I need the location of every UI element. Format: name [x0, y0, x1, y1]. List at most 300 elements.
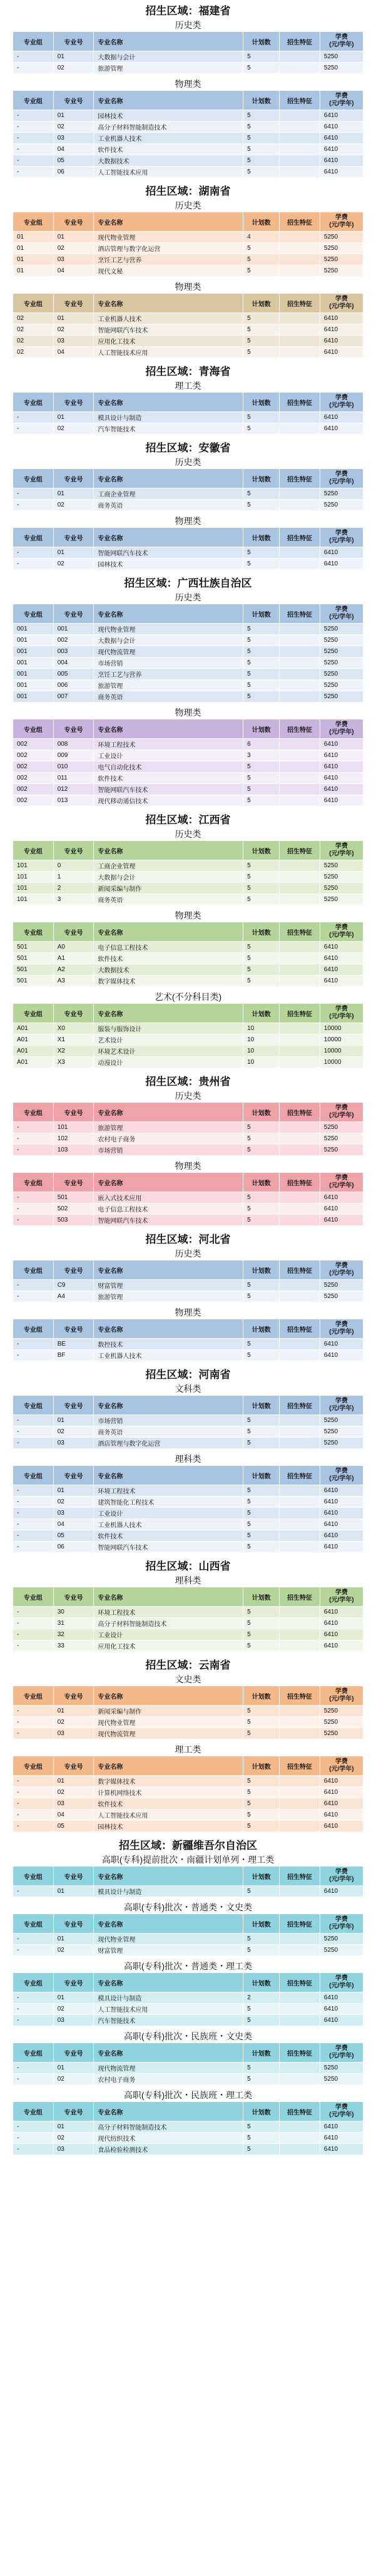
cell-feature	[280, 324, 320, 336]
header-col-fee: 学费 (元/学年)	[320, 1319, 363, 1339]
cell-plan: 5	[243, 347, 280, 358]
cell-feature	[280, 1810, 320, 1821]
cell-major: 电子信息工程技术	[94, 942, 243, 953]
plan-section	[13, 1743, 363, 1832]
cell-fee: 6410	[320, 1542, 363, 1553]
header-col-fee: 学费 (元/学年)	[320, 1587, 363, 1607]
table-row	[13, 1934, 363, 1945]
cell-major: 软件技术	[94, 144, 243, 155]
cell-fee: 5250	[320, 265, 363, 277]
cell-code: 06	[53, 1542, 94, 1553]
plan-table	[13, 1587, 363, 1652]
cell-plan: 5	[243, 1728, 280, 1739]
table-row	[13, 2063, 363, 2074]
cell-major: 动漫设计	[94, 1057, 243, 1068]
cell-group: -	[13, 488, 54, 500]
header-col-feature: 招生特征	[280, 2102, 320, 2121]
cell-fee: 5250	[320, 646, 363, 657]
cell-code: 005	[53, 669, 94, 680]
header-col-fee: 学费 (元/学年)	[320, 294, 363, 313]
cell-major: 大数据技术	[94, 155, 243, 167]
plan-section	[13, 199, 363, 277]
plan-table	[13, 1395, 363, 1449]
cell-major: 环境工程技术	[94, 1607, 243, 1618]
cell-group: -	[13, 1203, 54, 1215]
cell-fee: 5250	[320, 635, 363, 646]
cell-code: X0	[53, 1023, 94, 1034]
cell-feature	[280, 1618, 320, 1629]
cell-fee: 6410	[320, 2144, 363, 2155]
cell-code: 2	[53, 883, 94, 894]
cell-major: 现代物业管理	[94, 1934, 243, 1945]
cell-group: -	[13, 2121, 54, 2133]
cell-code: 010	[53, 761, 94, 773]
table-header-row	[13, 32, 363, 51]
cell-feature	[280, 1023, 320, 1034]
plan-table	[13, 1465, 363, 1553]
cell-major: 工业机器人技术	[94, 1350, 243, 1361]
cell-feature	[280, 1280, 320, 1291]
cell-plan: 10	[243, 1057, 280, 1068]
cell-fee: 6410	[320, 324, 363, 336]
cell-code: A1	[53, 953, 94, 964]
header-col-feature: 招生特征	[280, 212, 320, 232]
table-header-row	[13, 1396, 363, 1415]
plan-section	[13, 515, 363, 570]
header-col-fee: 学费 (元/学年)	[320, 32, 363, 51]
cell-feature	[280, 669, 320, 680]
cell-group: 02	[13, 313, 54, 324]
header-col-plan: 计划数	[243, 1319, 280, 1339]
plan-table	[13, 1260, 363, 1302]
header-col-fee: 学费 (元/学年)	[320, 393, 363, 412]
cell-plan: 5	[243, 1787, 280, 1798]
cell-code: 004	[53, 657, 94, 669]
region-title: 招生区域：河南省	[145, 1369, 231, 1381]
header-col-major: 专业名称	[94, 2043, 243, 2063]
plan-section	[13, 1306, 363, 1361]
table-header-row	[13, 294, 363, 313]
table-row	[13, 1350, 363, 1361]
cell-feature	[280, 942, 320, 953]
cell-plan: 5	[243, 1426, 280, 1438]
cell-major: 数字媒体技术	[94, 1776, 243, 1787]
cell-feature	[280, 265, 320, 277]
cell-feature	[280, 412, 320, 423]
table-row	[13, 669, 363, 680]
cell-major: 软件技术	[94, 953, 243, 964]
cell-group: -	[13, 1886, 54, 1897]
header-col-major: 专业名称	[94, 1396, 243, 1415]
table-header-row	[13, 1867, 363, 1886]
cell-feature	[280, 547, 320, 559]
cell-major: 高分子材料智能制造技术	[94, 2121, 243, 2133]
cell-fee: 5250	[320, 1280, 363, 1291]
cell-code: 02	[53, 2074, 94, 2085]
table-header-row	[13, 1103, 363, 1122]
cell-fee: 6410	[320, 953, 363, 964]
header-col-code: 专业号	[53, 1173, 94, 1192]
category-title: 历史类	[175, 829, 201, 839]
header-col-feature: 招生特征	[280, 32, 320, 51]
cell-code: 03	[53, 1438, 94, 1449]
cell-fee: 5250	[320, 1717, 363, 1728]
cell-plan: 5	[243, 795, 280, 806]
cell-major: 环境工程技术	[94, 1485, 243, 1497]
cell-group: 001	[13, 646, 54, 657]
header-col-fee: 学费 (元/学年)	[320, 1103, 363, 1122]
cell-feature	[280, 1291, 320, 1302]
cell-major: 旅游管理	[94, 1122, 243, 1133]
header-col-code: 专业号	[53, 393, 94, 412]
header-col-major: 专业名称	[94, 1319, 243, 1339]
table-header-row	[13, 719, 363, 739]
category-title: 物理类	[175, 1161, 201, 1171]
cell-fee: 5250	[320, 883, 363, 894]
cell-plan: 5	[243, 2004, 280, 2015]
cell-fee: 6410	[320, 1776, 363, 1787]
cell-code: 02	[53, 2004, 94, 2015]
cell-code: 04	[53, 265, 94, 277]
cell-group: 501	[13, 953, 54, 964]
table-header-row	[13, 212, 363, 232]
cell-feature	[280, 2121, 320, 2133]
cell-feature	[280, 51, 320, 63]
cell-fee: 5250	[320, 1945, 363, 1956]
cell-plan: 5	[243, 669, 280, 680]
cell-code: 02	[53, 1426, 94, 1438]
header-col-code: 专业号	[53, 719, 94, 739]
cell-fee: 6410	[320, 784, 363, 795]
cell-feature	[280, 347, 320, 358]
cell-plan: 5	[243, 784, 280, 795]
header-col-major: 专业名称	[94, 2102, 243, 2121]
category-title: 历史类	[175, 592, 201, 602]
category-title: 历史类	[175, 1091, 201, 1101]
cell-plan: 5	[243, 964, 280, 976]
cell-plan: 5	[243, 872, 280, 883]
cell-code: A0	[53, 942, 94, 953]
cell-feature	[280, 1485, 320, 1497]
plan-section	[13, 281, 363, 358]
cell-major: 数字媒体技术	[94, 976, 243, 987]
cell-fee: 6410	[320, 976, 363, 987]
header-col-plan: 计划数	[243, 1867, 280, 1886]
cell-code: X3	[53, 1057, 94, 1068]
cell-fee: 5250	[320, 1291, 363, 1302]
cell-major: 大数据与会计	[94, 872, 243, 883]
cell-plan: 5	[243, 1350, 280, 1361]
cell-major: 新闻采编与制作	[94, 883, 243, 894]
cell-code: 01	[53, 412, 94, 423]
cell-fee: 10000	[320, 1046, 363, 1057]
cell-plan: 5	[243, 1776, 280, 1787]
cell-feature	[280, 1728, 320, 1739]
table-row	[13, 1530, 363, 1542]
header-col-major: 专业名称	[94, 1004, 243, 1023]
plan-section	[13, 991, 363, 1068]
cell-plan: 5	[243, 1607, 280, 1618]
cell-code: 02	[53, 1945, 94, 1956]
cell-code: 02	[53, 1497, 94, 1508]
cell-plan: 5	[243, 1497, 280, 1508]
header-col-fee: 学费 (元/学年)	[320, 212, 363, 232]
cell-group: -	[13, 1438, 54, 1449]
cell-feature	[280, 1641, 320, 1652]
cell-group: 101	[13, 860, 54, 872]
category-title: 物理类	[175, 910, 201, 920]
table-header-row	[13, 1587, 363, 1607]
cell-major: 工业设计	[94, 1629, 243, 1641]
plan-table	[13, 1866, 363, 1897]
cell-major: 工业机器人技术	[94, 313, 243, 324]
plan-section	[13, 1160, 363, 1226]
cell-fee: 6410	[320, 110, 363, 121]
cell-group: -	[13, 1717, 54, 1728]
category-title: 高职(专科)批次・民族班・文史类	[123, 2031, 253, 2041]
cell-fee: 6410	[320, 1821, 363, 1832]
table-row	[13, 313, 363, 324]
plan-section	[13, 1247, 363, 1302]
cell-group: -	[13, 2133, 54, 2144]
table-header-row	[13, 1260, 363, 1280]
cell-code: 002	[53, 635, 94, 646]
cell-feature	[280, 336, 320, 347]
cell-feature	[280, 1057, 320, 1068]
cell-fee: 6410	[320, 1339, 363, 1350]
table-row	[13, 63, 363, 74]
header-col-group: 专业组	[13, 1686, 54, 1706]
cell-plan: 5	[243, 254, 280, 265]
cell-plan: 5	[243, 133, 280, 144]
cell-group: 01	[13, 243, 54, 254]
header-col-fee: 学费 (元/学年)	[320, 2102, 363, 2121]
cell-feature	[280, 243, 320, 254]
plan-section	[13, 2089, 363, 2155]
cell-feature	[280, 1426, 320, 1438]
cell-major: 工商企业管理	[94, 488, 243, 500]
cell-plan: 5	[243, 942, 280, 953]
cell-major: 环境艺术设计	[94, 1046, 243, 1057]
header-col-plan: 计划数	[243, 841, 280, 860]
table-row	[13, 739, 363, 750]
cell-code: A4	[53, 1291, 94, 1302]
cell-major: 农村电子商务	[94, 1133, 243, 1145]
cell-code: 01	[53, 51, 94, 63]
table-row	[13, 691, 363, 703]
cell-group: 02	[13, 324, 54, 336]
table-header-row	[13, 1686, 363, 1706]
table-row	[13, 51, 363, 63]
cell-plan: 5	[243, 412, 280, 423]
cell-feature	[280, 2144, 320, 2155]
cell-fee: 6410	[320, 1607, 363, 1618]
cell-major: 数控技术	[94, 1339, 243, 1350]
header-col-plan: 计划数	[243, 1686, 280, 1706]
table-row	[13, 1023, 363, 1034]
header-col-fee: 学费 (元/学年)	[320, 91, 363, 110]
cell-code: 05	[53, 1530, 94, 1542]
cell-fee: 5250	[320, 51, 363, 63]
cell-major: 服装与服饰设计	[94, 1023, 243, 1034]
cell-major: 智能网联汽车技术	[94, 1542, 243, 1553]
table-row	[13, 133, 363, 144]
table-row	[13, 144, 363, 155]
table-row	[13, 121, 363, 133]
table-row	[13, 784, 363, 795]
cell-code: 01	[53, 1776, 94, 1787]
cell-plan: 5	[243, 167, 280, 178]
cell-plan: 5	[243, 423, 280, 435]
table-row	[13, 1122, 363, 1133]
cell-major: 商务英语	[94, 1426, 243, 1438]
plan-table	[13, 1172, 363, 1226]
cell-fee: 6410	[320, 739, 363, 750]
header-col-feature: 招生特征	[280, 1004, 320, 1023]
cell-major: 现代移动通信技术	[94, 795, 243, 806]
cell-plan: 5	[243, 1438, 280, 1449]
header-col-code: 专业号	[53, 1319, 94, 1339]
table-header-row	[13, 922, 363, 942]
cell-major: 商务英语	[94, 500, 243, 511]
cell-major: 高分子材料智能制造技术	[94, 121, 243, 133]
cell-fee: 6410	[320, 155, 363, 167]
cell-feature	[280, 964, 320, 976]
header-col-plan: 计划数	[243, 1587, 280, 1607]
cell-major: 现代物业管理	[94, 232, 243, 243]
cell-group: 01	[13, 265, 54, 277]
cell-feature	[280, 155, 320, 167]
cell-major: 旅游管理	[94, 1291, 243, 1302]
table-row	[13, 110, 363, 121]
cell-major: 电子信息工程技术	[94, 1203, 243, 1215]
header-col-code: 专业号	[53, 1587, 94, 1607]
category-title: 高职(专科)提前批次・南疆计划单列・理工类	[101, 1855, 275, 1865]
header-col-fee: 学费 (元/学年)	[320, 2043, 363, 2063]
cell-fee: 6410	[320, 547, 363, 559]
plan-table	[13, 31, 363, 74]
cell-group: -	[13, 167, 54, 178]
cell-fee: 5250	[320, 1728, 363, 1739]
cell-major: 高分子材料智能制造技术	[94, 1618, 243, 1629]
cell-fee: 6410	[320, 1641, 363, 1652]
cell-major: 旅游管理	[94, 680, 243, 691]
cell-group: -	[13, 1122, 54, 1133]
table-row	[13, 1415, 363, 1426]
cell-plan: 5	[243, 657, 280, 669]
cell-plan: 5	[243, 1886, 280, 1897]
cell-plan: 10	[243, 1034, 280, 1046]
header-col-feature: 招生特征	[280, 2043, 320, 2063]
cell-plan: 10	[243, 1023, 280, 1034]
cell-code: 01	[53, 488, 94, 500]
table-header-row	[13, 528, 363, 547]
header-col-major: 专业名称	[94, 1260, 243, 1280]
cell-plan: 5	[243, 1291, 280, 1302]
cell-major: 园林技术	[94, 1821, 243, 1832]
cell-group: -	[13, 1339, 54, 1350]
cell-feature	[280, 2074, 320, 2085]
header-col-fee: 学费 (元/学年)	[320, 1173, 363, 1192]
table-row	[13, 1145, 363, 1156]
cell-feature	[280, 1992, 320, 2004]
cell-code: 02	[53, 423, 94, 435]
table-header-row	[13, 393, 363, 412]
header-col-group: 专业组	[13, 294, 54, 313]
header-col-code: 专业号	[53, 294, 94, 313]
cell-code: 03	[53, 1728, 94, 1739]
cell-plan: 5	[243, 894, 280, 905]
cell-group: 101	[13, 883, 54, 894]
table-row	[13, 155, 363, 167]
cell-code: BE	[53, 1339, 94, 1350]
table-row	[13, 423, 363, 435]
table-header-row	[13, 1914, 363, 1934]
cell-major: 软件技术	[94, 1530, 243, 1542]
plan-table	[13, 1972, 363, 2026]
cell-code: 03	[53, 133, 94, 144]
cell-feature	[280, 1046, 320, 1057]
table-header-row	[13, 2102, 363, 2121]
table-row	[13, 2144, 363, 2155]
cell-code: 01	[53, 313, 94, 324]
cell-fee: 5250	[320, 1706, 363, 1717]
cell-plan: 5	[243, 2121, 280, 2133]
header-col-fee: 学费 (元/学年)	[320, 1260, 363, 1280]
cell-feature	[280, 1798, 320, 1810]
cell-major: 现代物流管理	[94, 646, 243, 657]
table-row	[13, 1508, 363, 1519]
table-row	[13, 1641, 363, 1652]
cell-code: A3	[53, 976, 94, 987]
cell-code: 05	[53, 155, 94, 167]
header-col-group: 专业组	[13, 719, 54, 739]
cell-plan: 5	[243, 1133, 280, 1145]
cell-feature	[280, 1776, 320, 1787]
header-col-fee: 学费 (元/学年)	[320, 1466, 363, 1485]
cell-code: 04	[53, 144, 94, 155]
table-row	[13, 750, 363, 761]
header-col-group: 专业组	[13, 2102, 54, 2121]
cell-plan: 5	[243, 63, 280, 74]
table-header-row	[13, 469, 363, 488]
header-col-feature: 招生特征	[280, 1914, 320, 1934]
cell-code: 04	[53, 347, 94, 358]
header-col-fee: 学费 (元/学年)	[320, 841, 363, 860]
cell-fee: 6410	[320, 1810, 363, 1821]
cell-feature	[280, 63, 320, 74]
cell-fee: 6410	[320, 773, 363, 784]
cell-group: 001	[13, 624, 54, 635]
cell-fee: 6410	[320, 1886, 363, 1897]
table-row	[13, 976, 363, 987]
header-col-fee: 学费 (元/学年)	[320, 1756, 363, 1776]
cell-plan: 5	[243, 547, 280, 559]
table-row	[13, 2004, 363, 2015]
plan-section	[13, 1383, 363, 1449]
category-title: 物理类	[175, 1307, 201, 1317]
table-row	[13, 953, 363, 964]
header-col-fee: 学费 (元/学年)	[320, 1973, 363, 1992]
cell-group: -	[13, 1350, 54, 1361]
header-col-code: 专业号	[53, 2102, 94, 2121]
cell-feature	[280, 976, 320, 987]
header-col-plan: 计划数	[243, 1004, 280, 1023]
header-col-plan: 计划数	[243, 1466, 280, 1485]
table-row	[13, 1542, 363, 1553]
table-row	[13, 500, 363, 511]
plan-table	[13, 1003, 363, 1068]
